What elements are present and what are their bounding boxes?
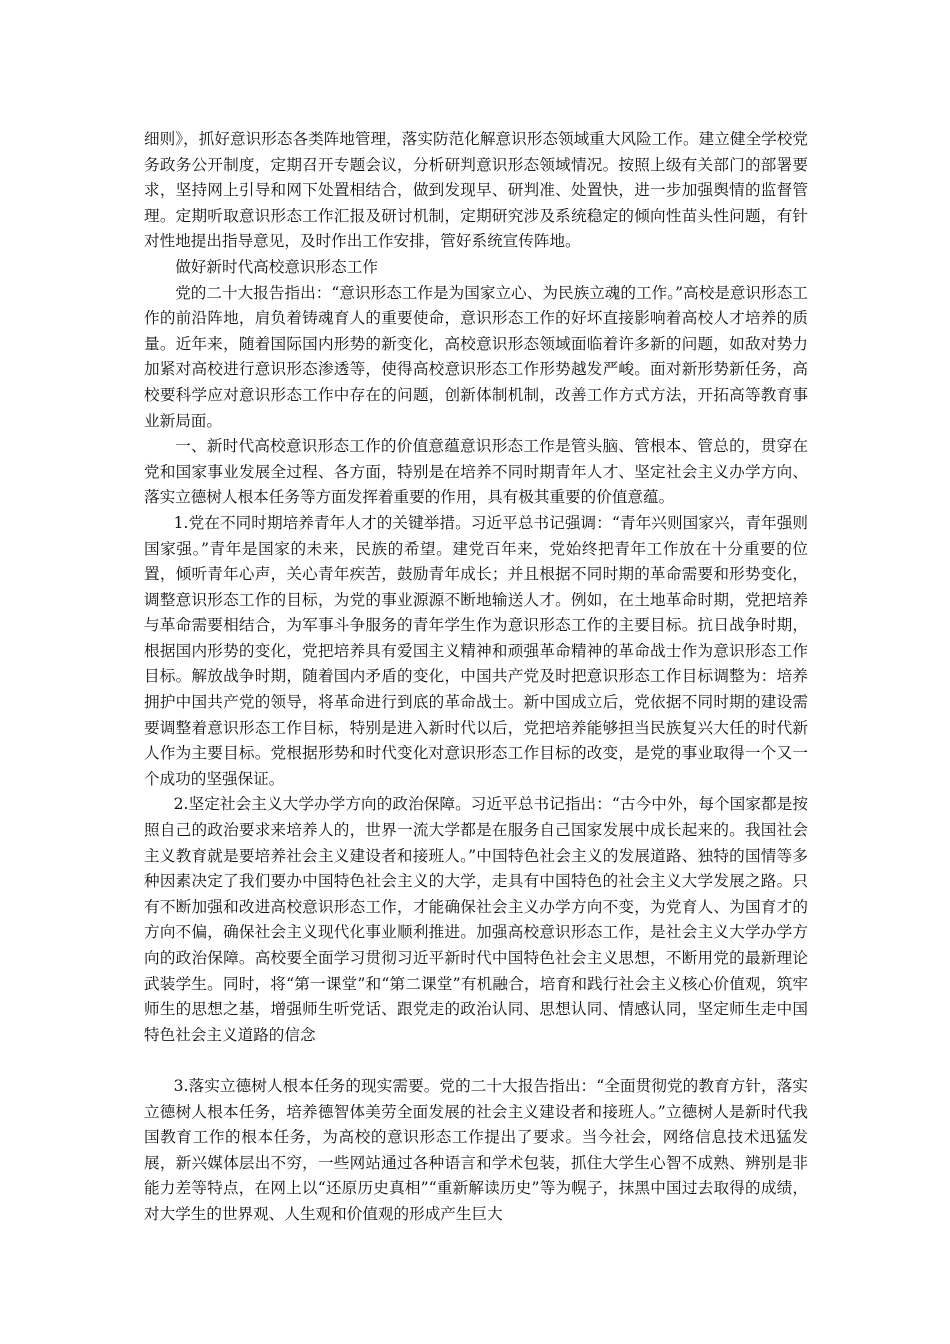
section-title: 做好新时代高校意识形态工作 — [175, 257, 378, 276]
paragraph-intro: 党的二十大报告指出：“意识形态工作是为国家立心、为民族立魂的工作。”高校是意识形态工作的前沿阵地，肩负着铸魂育人的重要使命，意识形态工作的好坏直接影响着高校人才培养的质量。近年来，随着国际国内形势的新变化，高校意识形态领域面临着许多新的问题，如敌对势力加紧对高校进行意识形态渗透等，使得高校意识形态工作形势越发严峻。面对新形势新任务，高校要科学应对意识形态工作中存在的问题，创新体制机制，改善工作方式方法，开拓高等教育事业新局面。 — [144, 283, 808, 430]
paragraph-point-2: 2.坚定社会主义大学办学方向的政治保障。习近平总书记指出：“古今中外，每个国家都是按照自己的政治要求来培养人的，世界一流大学都是在服务自己国家发展中成长起来的。我国社会主义教育就是要培养社会主义建设者和接班人。”中国特色社会主义的发展道路、独特的国情等多种因素决定了我们要办中国特色社会主义的大学，走具有中国特色的社会主义大学发展之路。只有不断加强和改进高校意识形态工作，才能确保社会主义办学方向不变，为党育人、为国育才的方向不偏，确保社会主义现代化事业顺利推进。加强高校意识形态工作，是社会主义大学办学方向的政治保障。高校要全面学习贯彻习近平新时代中国特色社会主义思想，不断用党的最新理论武装学生。同时，将“第一课堂”和“第二课堂”有机融合，培育和践行社会主义核心价值观，筑牢师生的思想之基，增强师生听党话、跟党走的政治认同、思想认同、情感认同，坚定师生走中国特色社会主义道路的信念 — [144, 795, 808, 1044]
paragraph-point-3: 3.落实立德树人根本任务的现实需要。党的二十大报告指出：“全面贯彻党的教育方针，落实立德树人根本任务，培养德智体美劳全面发展的社会主义建设者和接班人。”立德树人是新时代我国教育工作的根本任务，为高校的意识形态工作提出了要求。当今社会，网络信息技术迅猛发展，新兴媒体层出不穷，一些网站通过各种语言和学术包装，抓住大学生心智不成熟、辨别是非能力差等特点，在网上以“还原历史真相”“重新解读历史”等为幌子，抹黑中国过去取得的成绩，对大学生的世界观、人生观和价值观的形成产生巨大 — [144, 1076, 808, 1223]
paragraph-spacer — [144, 1048, 808, 1074]
document-body — [144, 127, 808, 1228]
paragraph-section-one: 一、新时代高校意识形态工作的价值意蕴意识形态工作是管头脑、管根本、管总的，贯穿在党和国家事业发展全过程、各方面，特别是在培养不同时期青年人才、坚定社会主义办学方向、落实立德树人根本任务等方面发挥着重要的作用，具有极其重要的价值意蕴。 — [144, 437, 808, 507]
paragraph-continuation: 细则》，抓好意识形态各类阵地管理，落实防范化解意识形态领域重大风险工作。建立健全学校党务政务公开制度，定期召开专题会议，分析研判意识形态领域情况。按照上级有关部门的部署要求，坚持网上引导和网下处置相结合，做到发现早、研判准、处置快，进一步加强舆情的监督管理。定期听取意识形态工作汇报及研讨机制，定期研究涉及系统稳定的倾向性苗头性问题，有针对性地提出指导意见，及时作出工作安排，管好系统宣传阵地。 — [144, 130, 808, 251]
paragraph-point-1: 1.党在不同时期培养青年人才的关键举措。习近平总书记强调：“青年兴则国家兴，青年强则国家强。”青年是国家的未来，民族的希望。建党百年来，党始终把青年工作放在十分重要的位置，倾听青年心声，关心青年疾苦，鼓励青年成长；并且根据不同时期的革命需要和形势变化，调整意识形态工作的目标，为党的事业源源不断地输送人才。例如，在土地革命时期，党把培养与革命需要相结合，为军事斗争服务的青年学生作为意识形态工作的主要目标。抗日战争时期，根据国内形势的变化，党把培养具有爱国主义精神和顽强革命精神的革命战士作为意识形态工作目标。解放战争时期，随着国内矛盾的变化，中国共产党及时把意识形态工作目标调整为：培养拥护中国共产党的领导，将革命进行到底的革命战士。新中国成立后，党依据不同时期的建设需要调整着意识形态工作目标，特别是进入新时代以后，党把培养能够担当民族复兴大任的时代新人作为主要目标。党根据形势和时代变化对意识形态工作目标的改变，是党的事业取得一个又一个成功的坚强保证。 — [144, 513, 808, 788]
